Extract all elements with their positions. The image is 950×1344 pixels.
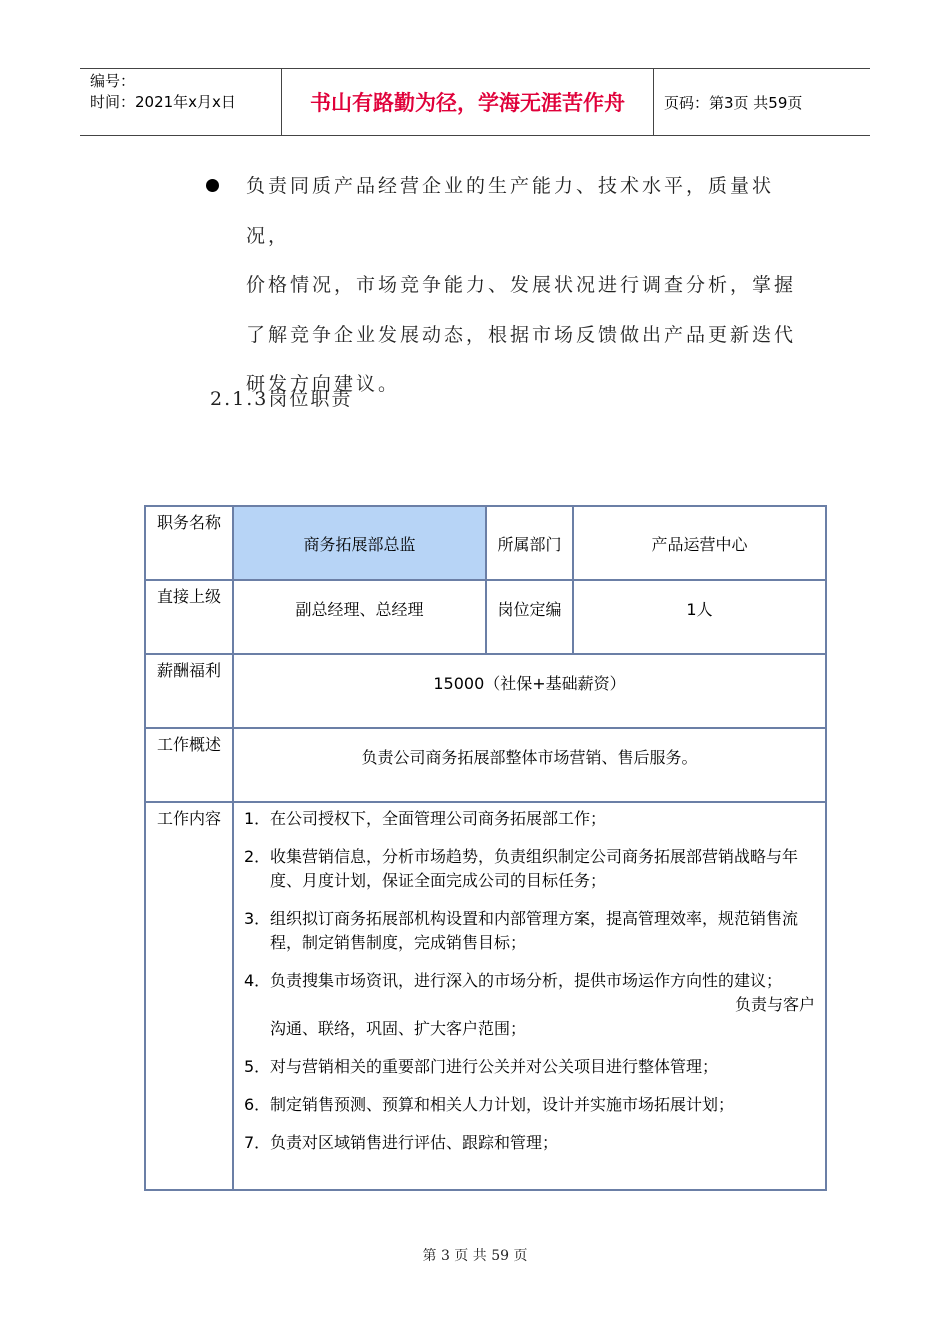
duty-text-continued: 沟通、联络，巩固、扩大客户范围； [270, 1019, 527, 1038]
duty-text: 收集营销信息，分析市场趋势，负责组织制定公司商务拓展部营销战略与年度、月度计划，保证全面完成公司的目标任务； [270, 847, 799, 890]
section-title: 2.1.3岗位职责 [210, 388, 353, 410]
header-motto: 书山有路勤为径，学海无涯苦作舟 [282, 69, 654, 135]
row-label: 职务名称 [145, 506, 233, 580]
duties-list [233, 802, 826, 1190]
list-item [244, 1093, 815, 1117]
list-item [244, 845, 815, 893]
duty-text: 对与营销相关的重要部门进行公关并对公关项目进行整体管理； [270, 1057, 719, 1076]
duty-number: 6． [244, 1095, 271, 1114]
duty-text-continued: 负责与客户 [734, 995, 815, 1014]
job-table [144, 505, 827, 1191]
supervisor-value: 副总经理、总经理 [233, 580, 486, 654]
bullet-dot-icon [206, 179, 219, 192]
duty-text: 负责对区域销售进行评估、跟踪和管理； [270, 1133, 559, 1152]
bullet-text [246, 162, 806, 410]
duty-text: 组织拟订商务拓展部机构设置和内部管理方案，提高管理效率，规范销售流程，制定销售制度，完成销售目标； [270, 909, 799, 952]
duty-text: 负责搜集市场资讯，进行深入的市场分析，提供市场运作方向性的建议； [270, 971, 783, 990]
duty-text: 制定销售预测、预算和相关人力计划，设计并实施市场拓展计划； [270, 1095, 735, 1114]
headcount-value: 1人 [573, 580, 826, 654]
list-item [244, 807, 815, 831]
table-row [145, 802, 826, 1190]
duty-number: 7． [244, 1133, 271, 1152]
page-footer: 第 3 页 共 59 页 [422, 1248, 528, 1264]
list-item [244, 1055, 815, 1079]
row-label: 工作概述 [145, 728, 233, 802]
date-label: 时间：2021年x月x日 [90, 93, 236, 111]
department-value: 产品运营中心 [573, 506, 826, 580]
list-item [244, 969, 815, 1041]
header-meta [80, 69, 282, 135]
row-label: 所属部门 [486, 506, 573, 580]
table-row [145, 728, 826, 802]
bullet-line: 价格情况，市场竞争能力、发展状况进行调查分析，掌握 [246, 274, 797, 296]
list-item [244, 907, 815, 955]
row-label: 工作内容 [145, 802, 233, 1190]
duty-number: 4． [244, 971, 271, 990]
duty-number: 3． [244, 909, 271, 928]
row-label: 薪酬福利 [145, 654, 233, 728]
bullet-line: 了解竞争企业发展动态，根据市场反馈做出产品更新迭代 [246, 323, 797, 346]
row-label: 岗位定编 [486, 580, 573, 654]
salary-value: 15000（社保+基础薪资） [233, 654, 826, 728]
table-row [145, 580, 826, 654]
duty-number: 2． [244, 847, 271, 866]
bullet-line: 负责同质产品经营企业的生产能力、技术水平，质量状况， [246, 175, 775, 247]
duty-number: 5． [244, 1057, 271, 1076]
table-row [145, 506, 826, 580]
duty-number: 1． [244, 809, 271, 828]
overview-value: 负责公司商务拓展部整体市场营销、售后服务。 [233, 728, 826, 802]
code-label: 编号： [90, 72, 136, 90]
duty-text: 在公司授权下，全面管理公司商务拓展部工作； [270, 809, 607, 828]
header-page-info: 页码：第3页 共59页 [664, 93, 803, 112]
list-item [244, 1131, 815, 1155]
job-title-value: 商务拓展部总监 [233, 506, 486, 580]
table-row [145, 654, 826, 728]
page-header [80, 68, 870, 136]
bullet-line: 研发方向建议。 [246, 373, 401, 395]
row-label: 直接上级 [145, 580, 233, 654]
